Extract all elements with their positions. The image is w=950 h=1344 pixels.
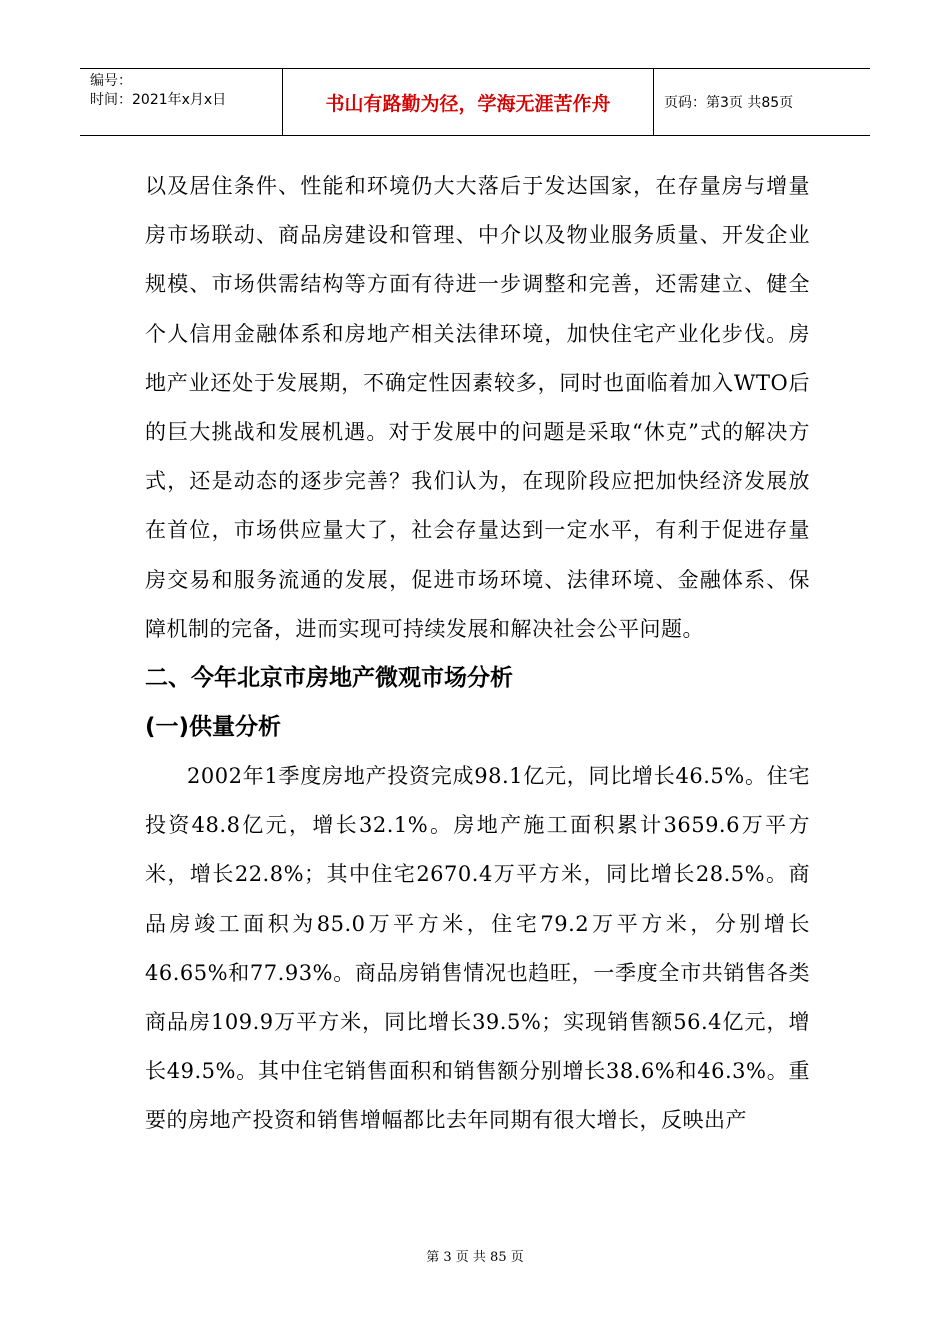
paragraph-2: 2002年1季度房地产投资完成98.1亿元，同比增长46.5%。住宅投资48.8亿元，增长32.1%。房地产施工面积累计3659.6万平方米，增长22.8%；其中住宅2670.4万平方米，同比增长28.5%。商品房竣工面积为85.0万平方米，住宅79.2万平方米，分别增长46.65%和77.93%。商品房销售情况也趋旺，一季度全市共销售各类商品房109.9万平方米，同比增长39.5%；实现销售额56.4亿元，增长49.5%。其中住宅销售面积和销售额分别增长38.6%和46.3%。重要的房地产投资和销售增幅都比去年同期有很大增长，反映出产	[145, 764, 810, 1133]
code-label: 编号：	[90, 73, 132, 89]
subsection-heading: (一)供量分析	[145, 714, 282, 741]
date-line: 时间：2021年x月x日	[90, 92, 227, 108]
page-footer: 第 3 页 共 85 页	[426, 1250, 524, 1265]
header-motto: 书山有路勤为径，学海无涯苦作舟	[283, 69, 654, 135]
header-page-info: 页码：第3页 共85页	[664, 95, 794, 111]
header-meta	[80, 69, 283, 135]
page-header	[80, 68, 870, 136]
document-body	[145, 162, 810, 1146]
section-heading: 二、今年北京市房地产微观市场分析	[145, 665, 513, 692]
paragraph-1: 以及居住条件、性能和环境仍大大落后于发达国家，在存量房与增量房市场联动、商品房建设和管理、中介以及物业服务质量、开发企业规模、市场供需结构等方面有待进一步调整和完善，还需建立、健全个人信用金融体系和房地产相关法律环境，加快住宅产业化步伐。房地产业还处于发展期，不确定性因素较多，同时也面临着加入WTO后的巨大挑战和发展机遇。对于发展中的问题是采取“休克”式的解决方式，还是动态的逐步完善？我们认为，在现阶段应把加快经济发展放在首位，市场供应量大了，社会存量达到一定水平，有利于促进存量房交易和服务流通的发展，促进市场环境、法律环境、金融体系、保障机制的完备，进而实现可持续发展和解决社会公平问题。	[145, 174, 810, 641]
